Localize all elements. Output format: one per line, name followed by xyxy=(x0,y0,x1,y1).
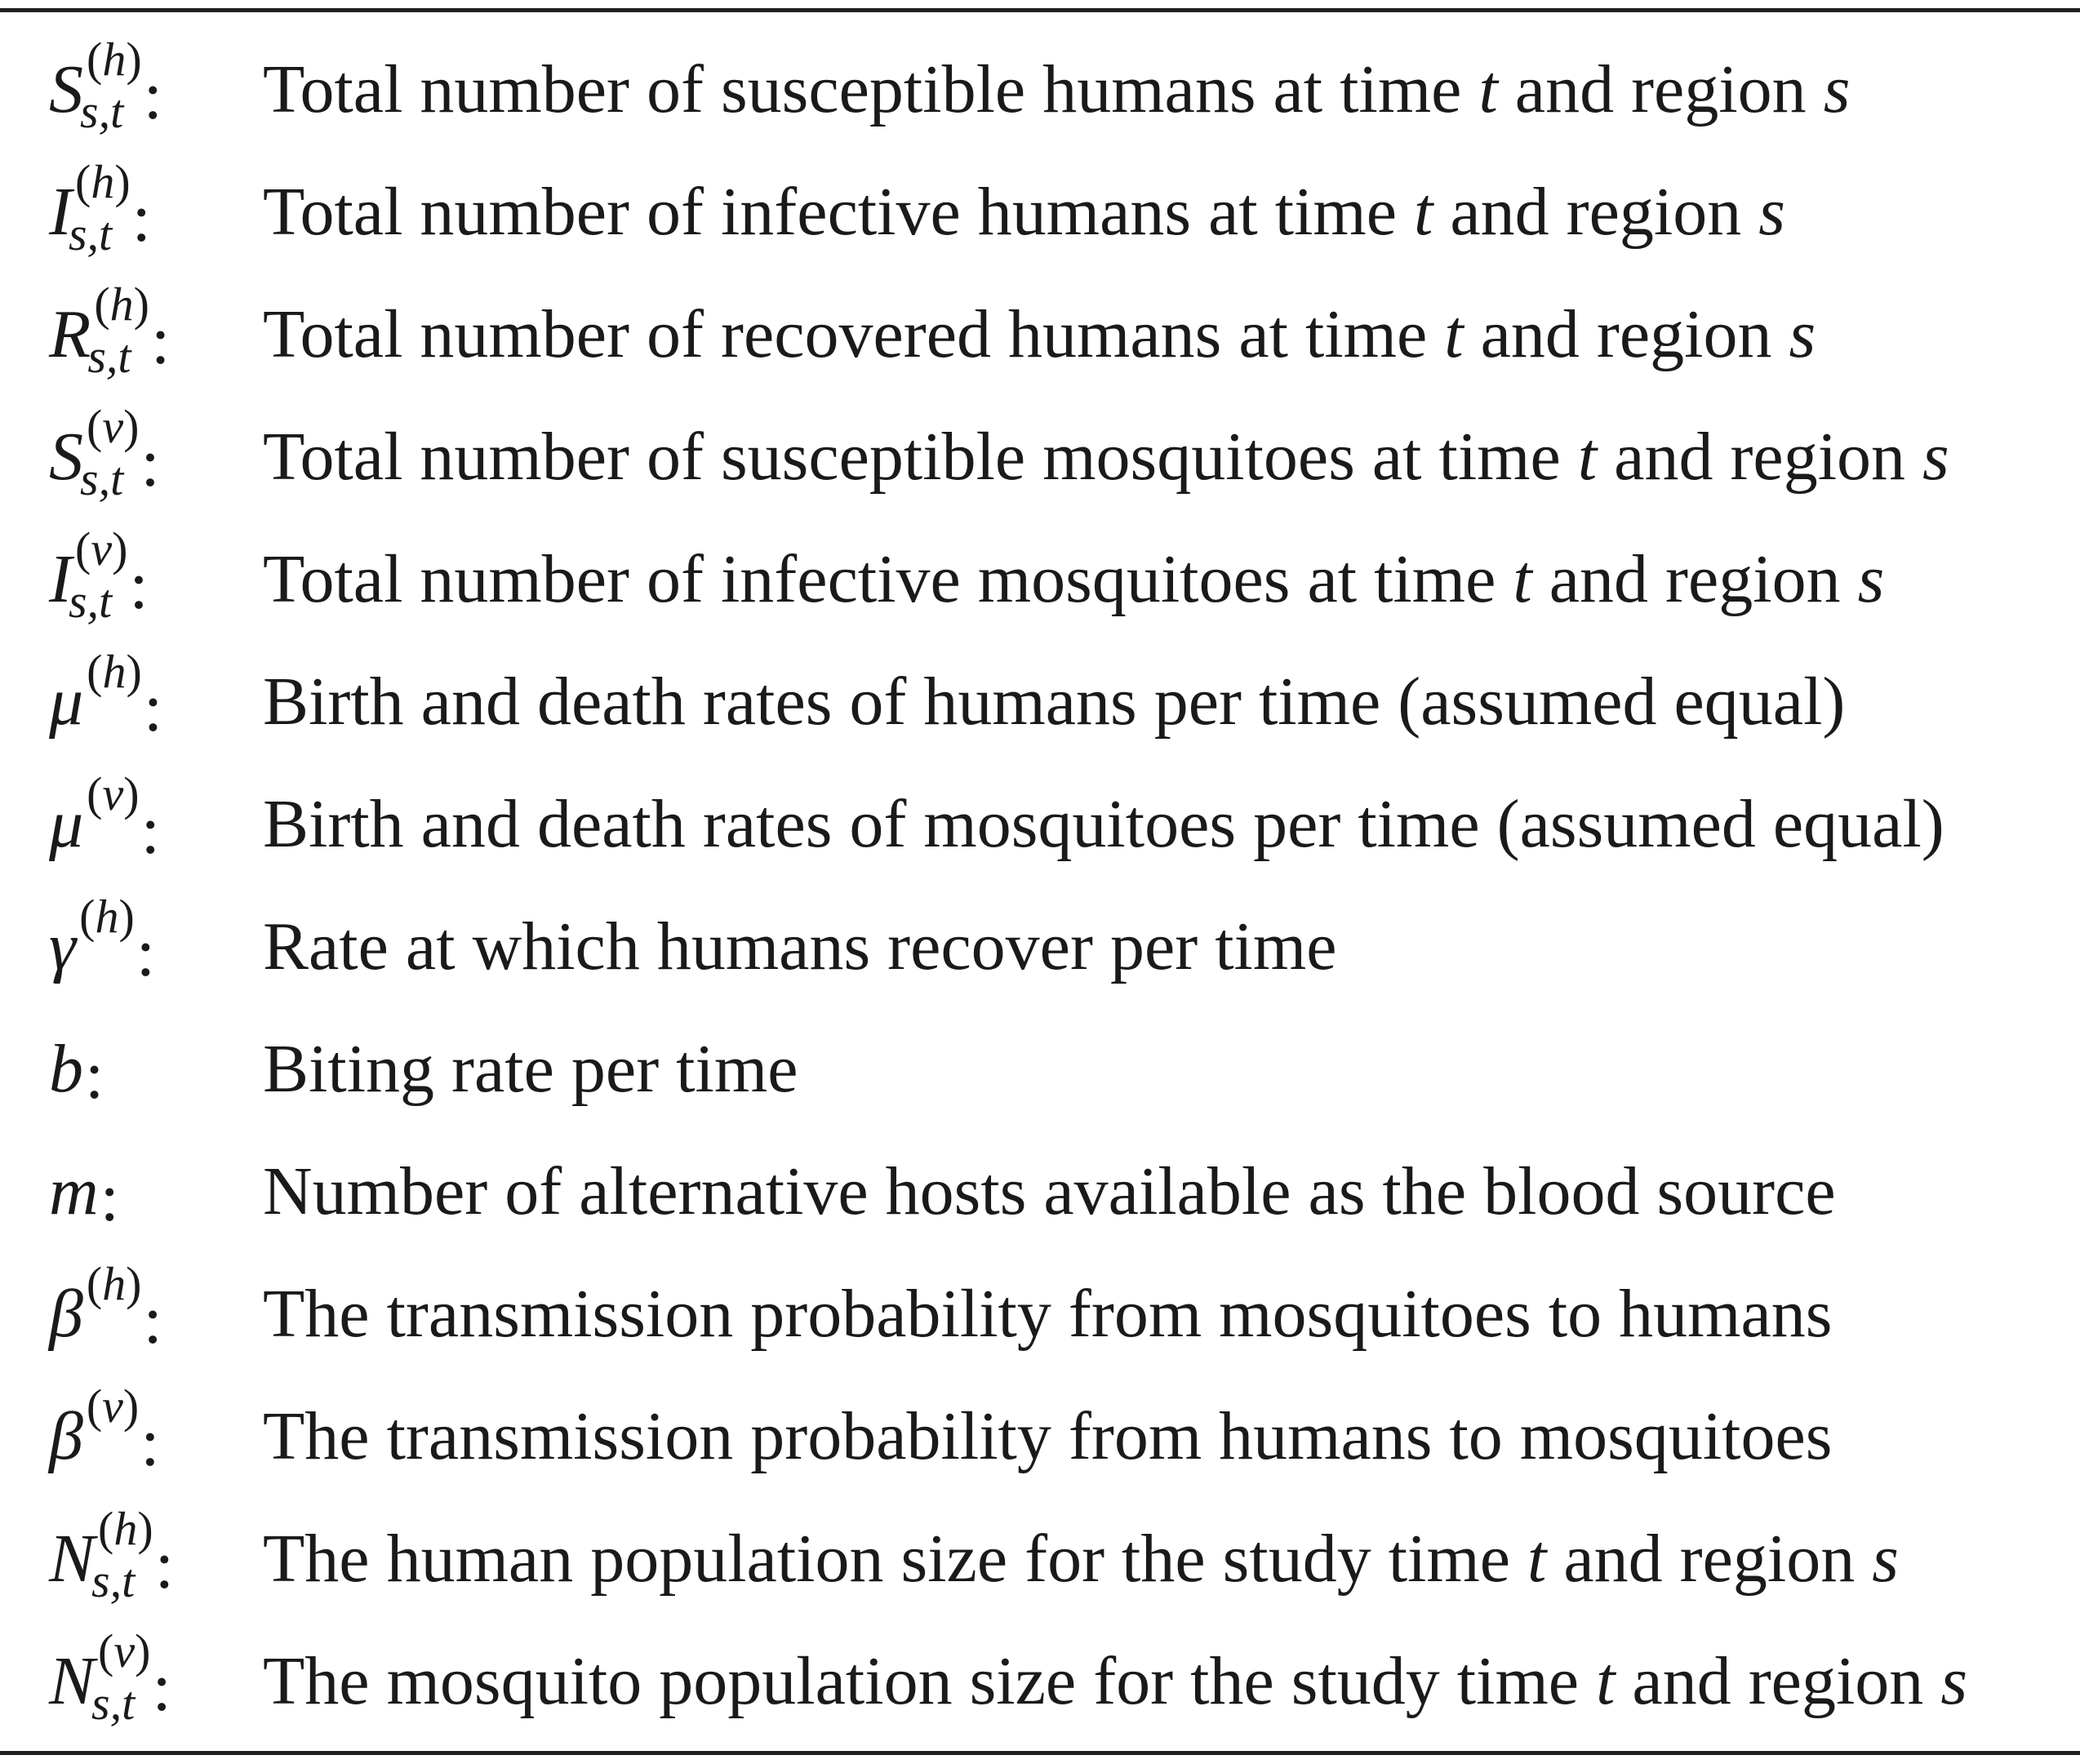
symbol-colon: : xyxy=(143,58,162,134)
symbol-colon: : xyxy=(140,425,160,501)
symbol-superscript: (h) xyxy=(94,278,149,331)
table-row xyxy=(0,269,2080,392)
table-row xyxy=(0,759,2080,882)
symbol xyxy=(49,766,261,880)
symbol-base: β xyxy=(49,1398,83,1474)
description-text: Birth and death rates of humans per time (assumed equal) xyxy=(263,664,1846,740)
math-variable: t xyxy=(1596,1643,1616,1719)
description-text: Total number of susceptible mosquitoes at time xyxy=(263,419,1578,495)
description-text: and region xyxy=(1497,51,1824,127)
symbol-superscript: (v) xyxy=(87,767,140,820)
symbol-base: γ xyxy=(49,909,77,984)
description-text: The transmission probability from humans to mosquitoes xyxy=(263,1398,1833,1474)
table-row xyxy=(0,1494,2080,1616)
math-variable: t xyxy=(1444,296,1464,372)
symbol xyxy=(49,31,261,145)
symbol-colon: : xyxy=(85,1038,104,1113)
math-variable: s xyxy=(1922,419,1949,495)
symbol xyxy=(49,1255,261,1370)
symbol-superscript: (h) xyxy=(98,1502,153,1555)
symbol xyxy=(49,1378,261,1492)
description-text: Biting rate per time xyxy=(263,1031,798,1107)
symbol-colon: : xyxy=(140,793,160,869)
description xyxy=(263,1398,1833,1474)
description xyxy=(263,51,1851,127)
symbol xyxy=(49,1623,261,1737)
symbol-superscript: (h) xyxy=(79,890,135,943)
table-row xyxy=(0,882,2080,1004)
symbol-superscript: (v) xyxy=(86,1380,140,1433)
symbol-subscript: s,t xyxy=(68,207,113,260)
symbol-superscript: (h) xyxy=(87,645,142,698)
symbol-subscript: s,t xyxy=(80,452,124,505)
symbol-colon: : xyxy=(136,915,156,991)
symbol-subscript: s,t xyxy=(91,1554,136,1607)
description xyxy=(263,664,1846,740)
math-variable: t xyxy=(1414,174,1433,250)
symbol-base: μ xyxy=(49,786,84,862)
symbol-subscript: s,t xyxy=(91,1677,136,1730)
description xyxy=(263,1276,1833,1352)
symbol xyxy=(49,1011,261,1125)
description-text: Total number of infective humans at time xyxy=(263,174,1415,250)
math-variable: s xyxy=(1940,1643,1968,1719)
symbol-base: I xyxy=(49,174,72,250)
symbol-subscript: s,t xyxy=(68,575,113,628)
description-text: Total number of infective mosquitoes at time xyxy=(263,541,1513,617)
symbol-superscript: (v) xyxy=(87,400,140,453)
symbol xyxy=(49,153,261,268)
symbol xyxy=(49,521,261,635)
description-text: and region xyxy=(1546,1521,1873,1597)
symbol-colon: : xyxy=(152,1650,171,1726)
top-rule xyxy=(0,8,2080,12)
description xyxy=(263,296,1816,372)
description-text: and region xyxy=(1433,174,1759,250)
description xyxy=(263,174,1785,250)
description-text: The transmission probability from mosquitoes to humans xyxy=(263,1276,1833,1352)
table-row xyxy=(0,1126,2080,1249)
symbol-superscript: (v) xyxy=(74,522,128,575)
math-variable: t xyxy=(1513,541,1532,617)
description-text: and region xyxy=(1531,541,1858,617)
table-row xyxy=(0,1004,2080,1126)
table-row xyxy=(0,24,2080,147)
symbol-subscript: s,t xyxy=(87,330,131,383)
math-variable: s xyxy=(1872,1521,1899,1597)
description-text: and region xyxy=(1463,296,1789,372)
symbol-superscript: (h) xyxy=(74,155,131,208)
symbol-superscript: (v) xyxy=(98,1624,151,1677)
symbol xyxy=(49,1500,261,1615)
description xyxy=(263,1031,798,1107)
symbol xyxy=(49,276,261,390)
description xyxy=(263,909,1337,984)
symbol xyxy=(49,398,261,513)
description-text: Rate at which humans recover per time xyxy=(263,909,1337,984)
symbol-base: μ xyxy=(49,664,84,740)
symbol-base: I xyxy=(49,541,72,617)
table-row xyxy=(0,1616,2080,1739)
description xyxy=(263,419,1949,495)
description-text: The mosquito population size for the study time xyxy=(263,1643,1597,1719)
symbol-colon: : xyxy=(150,303,171,379)
description-text: and region xyxy=(1615,1643,1941,1719)
math-variable: t xyxy=(1478,51,1498,127)
math-variable: s xyxy=(1789,296,1816,372)
description xyxy=(263,1643,1968,1719)
description xyxy=(263,786,1944,862)
table-row xyxy=(0,1371,2080,1494)
symbol-superscript: (h) xyxy=(87,33,142,86)
description xyxy=(263,1153,1836,1229)
math-variable: s xyxy=(1823,51,1851,127)
math-variable: t xyxy=(1527,1521,1547,1597)
symbol-base: m xyxy=(49,1153,99,1229)
symbol-colon: : xyxy=(129,548,149,624)
symbol-base: S xyxy=(49,419,83,495)
table-row xyxy=(0,514,2080,637)
symbol-base: N xyxy=(49,1643,96,1719)
symbol-colon: : xyxy=(143,670,163,746)
table-row xyxy=(0,392,2080,514)
symbol-superscript: (h) xyxy=(86,1257,142,1310)
table-row xyxy=(0,1249,2080,1371)
bottom-rule xyxy=(0,1751,2080,1755)
symbol-colon: : xyxy=(154,1527,175,1603)
description-text: and region xyxy=(1597,419,1923,495)
math-variable: s xyxy=(1857,541,1885,617)
description-text: Total number of recovered humans at time xyxy=(263,296,1445,372)
symbol xyxy=(49,888,261,1002)
symbol xyxy=(49,1133,261,1247)
symbol-colon: : xyxy=(140,1405,160,1481)
symbol-base: b xyxy=(49,1031,83,1107)
symbol-base: S xyxy=(49,51,83,127)
symbol xyxy=(49,643,261,758)
description-text: The human population size for the study time xyxy=(263,1521,1527,1597)
symbol-subscript: s,t xyxy=(80,85,124,138)
description-text: Number of alternative hosts available as the blood source xyxy=(263,1153,1836,1229)
symbol-colon: : xyxy=(143,1282,162,1358)
table-row xyxy=(0,147,2080,269)
symbol-base: N xyxy=(49,1521,96,1597)
description-text: Total number of susceptible humans at time xyxy=(263,51,1479,127)
description xyxy=(263,541,1885,617)
symbol-colon: : xyxy=(100,1160,120,1236)
math-variable: s xyxy=(1758,174,1785,250)
symbol-colon: : xyxy=(131,180,151,256)
symbol-base: R xyxy=(49,296,91,372)
description-text: Birth and death rates of mosquitoes per time (assumed equal) xyxy=(263,786,1944,862)
table-row xyxy=(0,637,2080,759)
description xyxy=(263,1521,1899,1597)
math-variable: t xyxy=(1577,419,1598,495)
symbol-base: β xyxy=(49,1276,83,1352)
